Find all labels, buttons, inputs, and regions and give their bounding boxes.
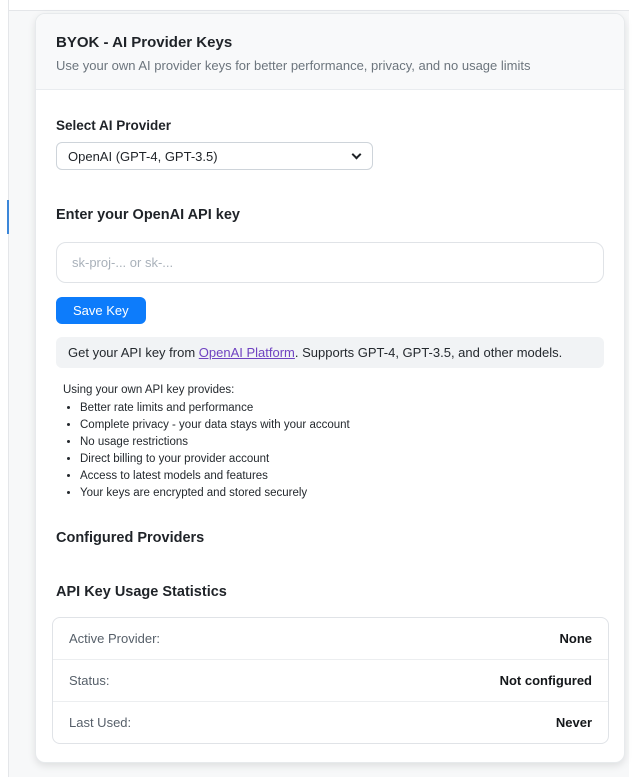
stats-label: Status:	[69, 672, 110, 688]
help-text-suffix: . Supports GPT-4, GPT-3.5, and other models.	[294, 345, 563, 360]
benefits-list	[63, 403, 604, 500]
usage-stats-card	[52, 617, 609, 744]
stats-row-status	[53, 660, 608, 702]
benefits-intro: Using your own API key provides:	[63, 384, 235, 396]
provider-select-label: Select AI Provider	[56, 118, 172, 133]
stats-row-active-provider	[53, 618, 608, 660]
api-key-heading: Enter your OpenAI API key	[56, 207, 240, 223]
usage-stats-heading: API Key Usage Statistics	[56, 583, 227, 600]
save-key-button[interactable]: Save Key	[56, 297, 146, 324]
provider-select[interactable]	[56, 142, 373, 170]
stats-label: Active Provider:	[69, 630, 161, 646]
card-header	[36, 14, 624, 90]
benefit-item: • Your keys are encrypted and stored securely	[80, 488, 604, 500]
byok-card	[35, 13, 625, 763]
api-key-help-box	[56, 337, 604, 368]
benefit-item: • No usage restrictions	[80, 437, 604, 449]
benefit-item: • Complete privacy - your data stays with your account	[80, 420, 604, 432]
stats-label: Last Used:	[69, 714, 132, 730]
benefit-item: • Direct billing to your provider account	[80, 454, 604, 466]
stats-value: Not configured	[499, 672, 592, 688]
page-subtitle: Use your own AI provider keys for better performance, privacy, and no usage limits	[56, 58, 531, 73]
benefit-item: • Access to latest models and features	[80, 471, 604, 483]
settings-scroll-area	[9, 10, 629, 777]
benefit-item: • Better rate limits and performance	[80, 403, 604, 415]
help-text-prefix: Get your API key from	[68, 345, 199, 360]
openai-platform-link[interactable]: OpenAI Platform	[198, 345, 295, 360]
card-body	[36, 118, 624, 763]
stats-value: None	[559, 630, 592, 646]
page-title: BYOK - AI Provider Keys	[56, 34, 233, 51]
stats-value: Never	[555, 714, 592, 730]
stats-row-last-used	[53, 702, 608, 743]
provider-select-wrap	[56, 142, 373, 170]
api-key-input[interactable]	[56, 242, 604, 283]
configured-providers-heading: Configured Providers	[56, 529, 205, 546]
